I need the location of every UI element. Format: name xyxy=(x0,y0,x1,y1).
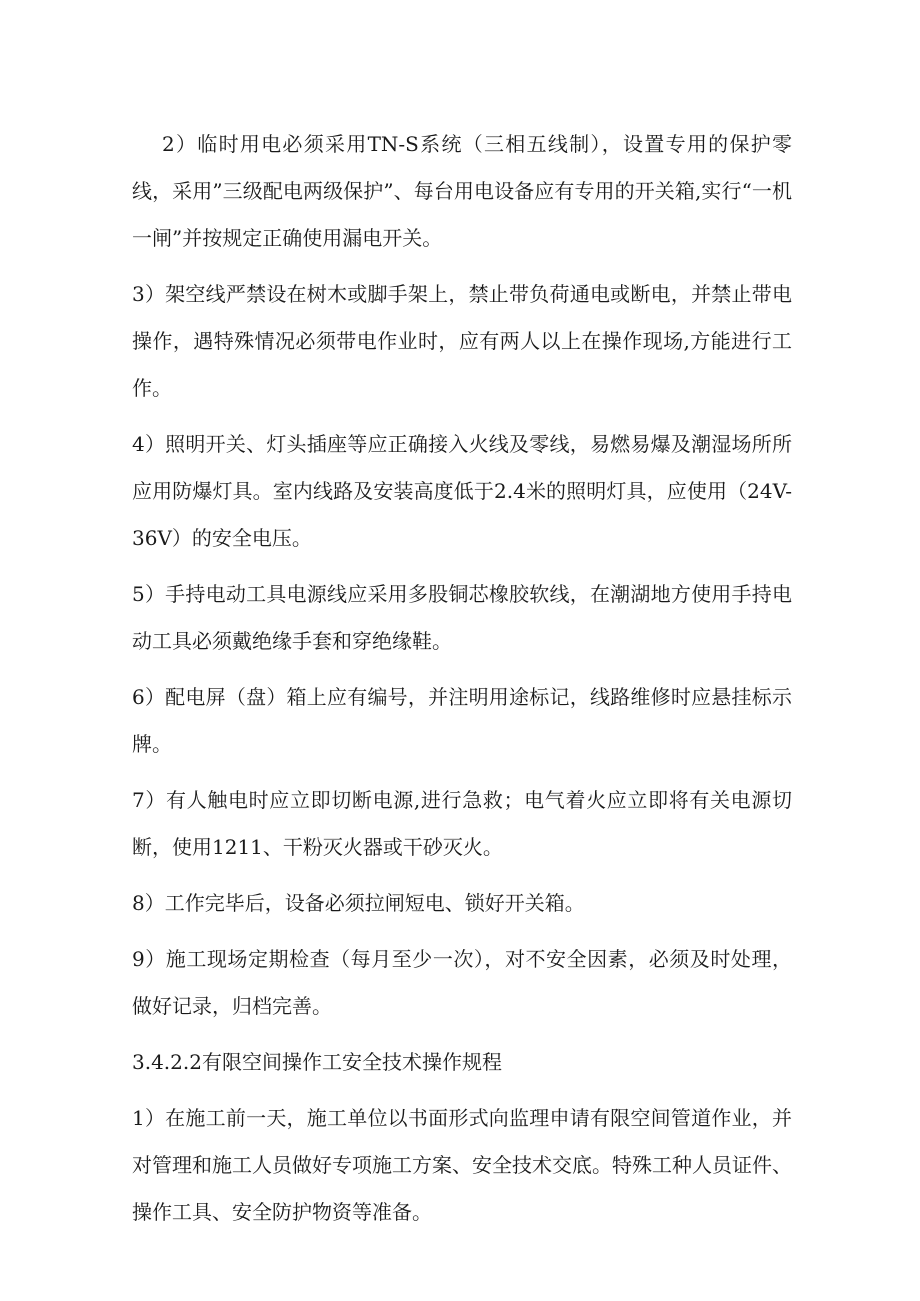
paragraph-item-1: 1）在施工前一天，施工单位以书面形式向监理申请有限空间管道作业，并对管理和施工人员做好专项施工方案、安全技术交底。特殊工种人员证件、操作工具、安全防护物资等准备。 xyxy=(132,1106,792,1224)
paragraph-item-9: 9）施工现场定期检查（每月至少一次），对不安全因素，必须及时处理，做好记录，归档完善。 xyxy=(132,947,792,1018)
paragraph-item-8: 8）工作完毕后，设备必须拉闸短电、锁好开关箱。 xyxy=(132,891,585,915)
paragraph-item-4: 4）照明开关、灯头插座等应正确接入火线及零线，易燃易爆及潮湿场所所应用防爆灯具。室内线路及安装高度低于2.4米的照明灯具，应使用（24V-36V）的安全电压。 xyxy=(132,432,792,550)
document-body xyxy=(132,121,792,1245)
paragraph-item-2: 2）临时用电必须采用TN-S系统（三相五线制），设置专用的保护零线，采用”三级配电两级保护”、每台用电设备应有专用的开关箱,实行“一机一闸”并按规定正确使用漏电开关。 xyxy=(132,132,792,250)
section-heading: 3.4.2.2有限空间操作工安全技术操作规程 xyxy=(132,1050,502,1074)
paragraph-item-3: 3）架空线严禁设在树木或脚手架上，禁止带负荷通电或断电，并禁止带电操作，遇特殊情况必须带电作业时，应有两人以上在操作现场,方能进行工作。 xyxy=(132,282,792,400)
paragraph-item-5: 5）手持电动工具电源线应采用多股铜芯橡胶软线，在潮湖地方使用手持电动工具必须戴绝缘手套和穿绝缘鞋。 xyxy=(132,582,792,653)
paragraph-item-6: 6）配电屏（盘）箱上应有编号，并注明用途标记，线路维修时应悬挂标示牌。 xyxy=(132,685,792,756)
paragraph-item-7: 7）有人触电时应立即切断电源,进行急救；电气着火应立即将有关电源切断，使用1211、干粉灭火器或干砂灭火。 xyxy=(132,788,792,859)
